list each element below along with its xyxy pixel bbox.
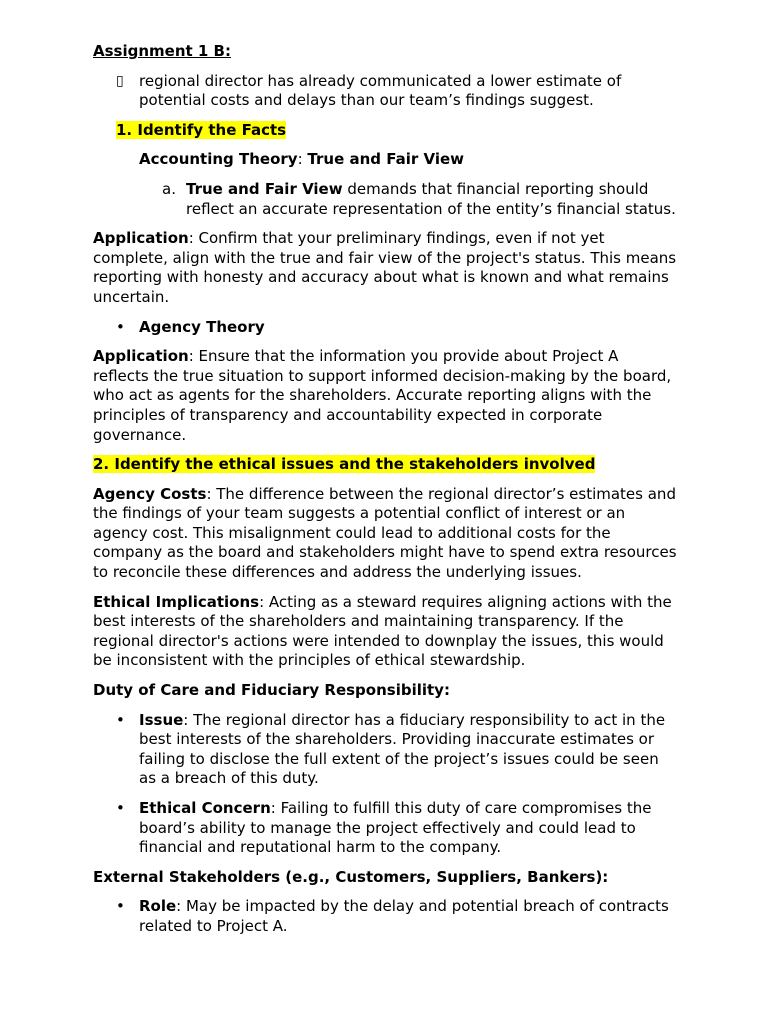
bullet-icon: • (116, 317, 125, 336)
tfv-list-item (162, 180, 678, 219)
agency-theory-label: Agency Theory (139, 317, 265, 336)
ethical-concern-text (139, 799, 678, 858)
tfv-bold: True and Fair View (186, 179, 343, 198)
issue-text (139, 711, 678, 789)
tfv-text (186, 180, 678, 219)
square-glyph-icon: ▯ (116, 72, 124, 89)
role-text (139, 897, 678, 936)
issue-body: : The regional director has a fiduciary responsibility to act in the best interests of the shareholders. Providing inaccurate estimates or failing to disclose the full extent of the project’s issues could be seen as a breach of this duty. (139, 710, 666, 788)
accounting-theory-label: Accounting Theory (139, 150, 298, 169)
duty-heading: Duty of Care and Fiduciary Responsibility: (93, 681, 450, 700)
ethical-concern-item (116, 799, 678, 858)
bullet-icon: • (116, 799, 125, 817)
list-marker-a: a. (162, 179, 176, 198)
accounting-theory-line (139, 150, 678, 170)
agency-costs-label: Agency Costs (93, 484, 207, 503)
ethical-implications-label: Ethical Implications (93, 592, 260, 611)
section1-heading-text: 1. Identify the Facts (116, 120, 287, 139)
ethical-implications-paragraph (93, 593, 678, 671)
agency-costs-text: : The difference between the regional director’s estimates and the findings of your team suggests a potential conflict of interest or an agency cost. This misalignment could lead to additional costs for the company as the board and stakeholders might have to spend extra resources to reconcile these differences and address the underlying issues. (93, 484, 677, 582)
section1-heading (116, 121, 678, 141)
section2-heading (93, 455, 678, 475)
application-label-2: Application (93, 347, 189, 366)
section2-heading-text: 2. Identify the ethical issues and the stakeholders involved (93, 455, 596, 474)
document-body (93, 42, 678, 937)
role-item (116, 897, 678, 936)
application-text-1: : Confirm that your preliminary findings, even if not yet complete, align with the true and fair view of the project's status. This means reporting with honesty and accuracy about what is known and what remains uncertain. (93, 229, 677, 306)
agency-theory-item (116, 318, 678, 338)
ethical-implications-text: : Acting as a steward requires aligning actions with the best interests of the shareholders and maintaining transparency. If the regional director's actions were intended to downplay the issues, this would be inconsistent with the principles of ethical stewardship. (93, 592, 672, 670)
accounting-theory-value: True and Fair View (307, 150, 464, 169)
bullet-icon: • (116, 897, 125, 916)
external-stakeholders-heading: External Stakeholders (e.g., Customers, Suppliers, Bankers): (93, 867, 609, 886)
issue-item (116, 711, 678, 789)
application-label-1: Application (93, 229, 189, 248)
agency-costs-paragraph (93, 485, 678, 583)
role-label: Role (139, 897, 177, 916)
application-text-2: : Ensure that the information you provide about Project A reflects the true situation to support informed decision-making by the board, who act as agents for the shareholders. Accurate reporting aligns with the principles of transparency and accountability expected in corporate governance. (93, 347, 672, 444)
ethical-concern-label: Ethical Concern (139, 799, 271, 817)
bullet-icon: • (116, 710, 125, 729)
intro-bullet (116, 72, 678, 111)
assignment-title: Assignment 1 B: (93, 42, 231, 60)
application-paragraph-2 (93, 347, 678, 445)
accounting-theory-sep: : (297, 150, 308, 169)
intro-bullet-text: regional director has already communicated a lower estimate of potential costs and delays than our team’s findings suggest. (139, 71, 622, 110)
application-paragraph-1 (93, 229, 678, 307)
tfv-body: demands that financial reporting should reflect an accurate representation of the entity’s financial status. (186, 179, 676, 218)
role-body: : May be impacted by the delay and potential breach of contracts related to Project A. (139, 897, 669, 935)
ethical-concern-body: : Failing to fulfill this duty of care compromises the board’s ability to manage the project effectively and could lead to financial and reputational harm to the company. (139, 799, 652, 857)
issue-label: Issue (139, 710, 184, 729)
